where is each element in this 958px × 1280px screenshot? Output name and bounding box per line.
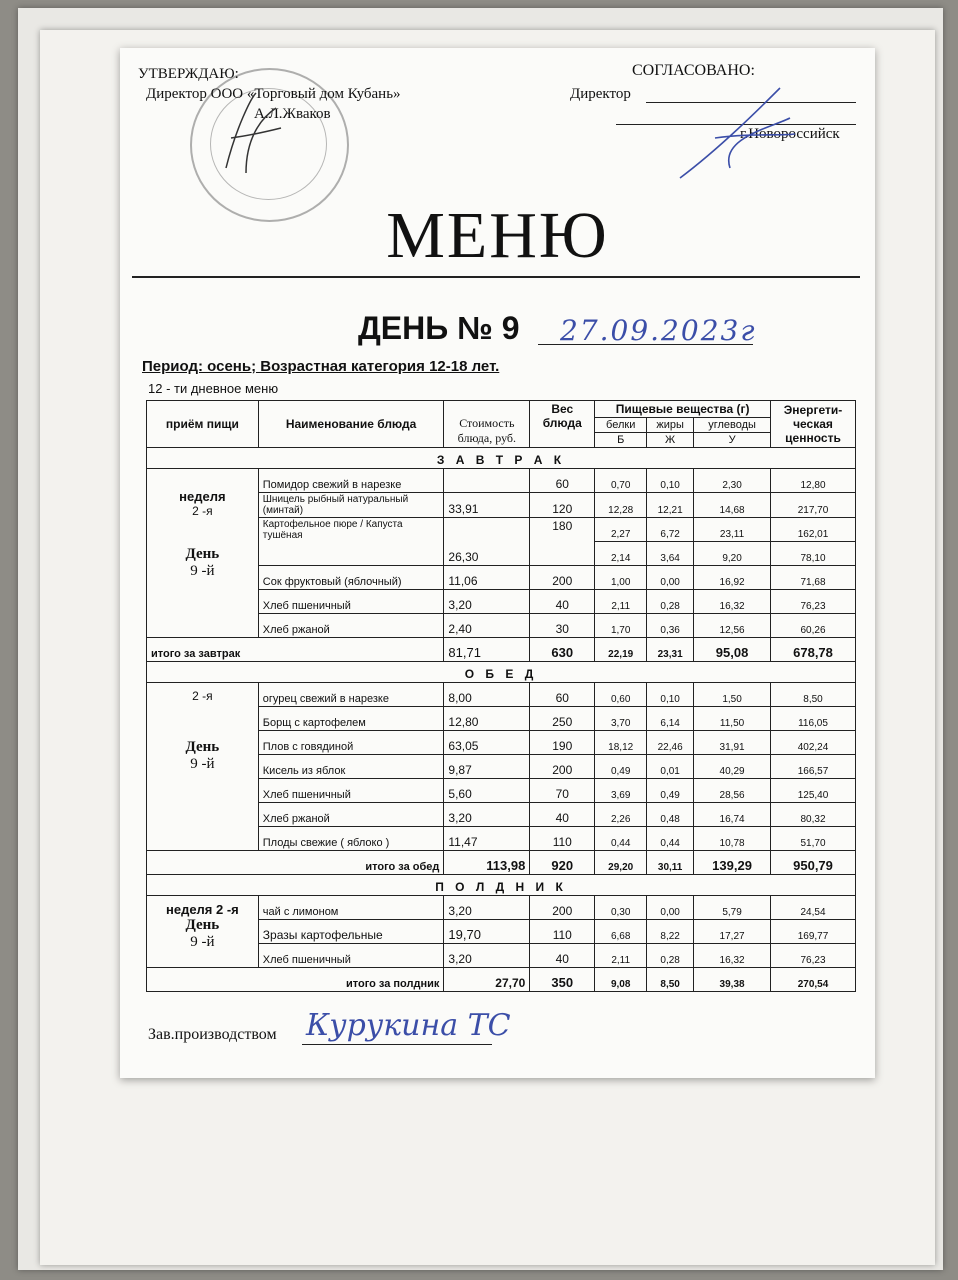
- header-fat: жиры: [647, 418, 694, 433]
- total-weight: 630: [530, 638, 595, 662]
- dish-name: Хлеб ржаной: [258, 803, 444, 827]
- dish-name: Борщ с картофелем: [258, 707, 444, 731]
- dish-weight: 120: [530, 493, 595, 518]
- breakfast-day-num: 9 -й: [190, 563, 215, 579]
- dish-carb: 1,50: [694, 683, 771, 707]
- dish-carb: 14,68: [694, 493, 771, 518]
- dish-weight: 60: [530, 469, 595, 493]
- total-carb: 139,29: [694, 851, 771, 875]
- dish-energy: 12,80: [771, 469, 856, 493]
- dish-cost: 19,70: [444, 920, 530, 944]
- breakfast-week: неделя: [179, 489, 226, 504]
- total-row: [147, 638, 856, 662]
- dish-weight: 190: [530, 731, 595, 755]
- agreed-title: СОГЛАСОВАНО:: [632, 62, 755, 79]
- agreed-city: г.Новороссийск: [740, 126, 840, 142]
- total-label: итого за полдник: [147, 968, 444, 992]
- dish-weight: 110: [530, 920, 595, 944]
- day-label: ДЕНЬ № 9: [358, 310, 520, 346]
- dish-cost: 11,06: [444, 566, 530, 590]
- dish-protein: 2,27: [595, 518, 647, 542]
- dish-fat-alt: 3,64: [647, 542, 694, 566]
- dish-energy: 76,23: [771, 944, 856, 968]
- total-row: [147, 968, 856, 992]
- total-row: [147, 851, 856, 875]
- dish-cost: 63,05: [444, 731, 530, 755]
- dish-weight: 40: [530, 590, 595, 614]
- dish-protein: 0,70: [595, 469, 647, 493]
- dish-fat: 0,49: [647, 779, 694, 803]
- total-energy: 678,78: [771, 638, 856, 662]
- dish-cost: 8,00: [444, 683, 530, 707]
- header-carb: углеводы: [694, 418, 771, 433]
- dish-carb-alt: 9,20: [694, 542, 771, 566]
- dish-weight: 110: [530, 827, 595, 851]
- dish-fat: 0,44: [647, 827, 694, 851]
- total-weight: 920: [530, 851, 595, 875]
- page-title: МЕНЮ: [386, 199, 609, 272]
- dish-protein: 0,49: [595, 755, 647, 779]
- dish-name: Плов с говядиной: [258, 731, 444, 755]
- dish-name: Хлеб ржаной: [258, 614, 444, 638]
- lunch-day-label: День: [185, 739, 220, 755]
- table-row: [147, 896, 856, 920]
- title-rule: [132, 276, 860, 278]
- dish-protein: 6,68: [595, 920, 647, 944]
- breakfast-week-num: 2 -я: [192, 504, 213, 518]
- dish-fat: 6,72: [647, 518, 694, 542]
- dish-energy: 116,05: [771, 707, 856, 731]
- dish-energy: 166,57: [771, 755, 856, 779]
- header-energy: Энергети-ческая ценность: [771, 401, 856, 448]
- dish-name: Сок фруктовый (яблочный): [258, 566, 444, 590]
- menu-type: 12 - ти дневное меню: [148, 381, 279, 396]
- dish-carb: 2,30: [694, 469, 771, 493]
- snack-meal-cell: [147, 896, 259, 968]
- snack-week: неделя 2 -я: [165, 902, 239, 917]
- footer-signature: Курукина ТС: [306, 1008, 511, 1043]
- total-carb: 95,08: [694, 638, 771, 662]
- dish-protein: 18,12: [595, 731, 647, 755]
- dish-name: чай с лимоном: [258, 896, 444, 920]
- dish-carb: 17,27: [694, 920, 771, 944]
- menu-document: [120, 48, 875, 1078]
- breakfast-meal-cell: [147, 469, 259, 638]
- dish-weight: 70: [530, 779, 595, 803]
- dish-name: огурец свежий в нарезке: [258, 683, 444, 707]
- dish-carb: 40,29: [694, 755, 771, 779]
- header-nutrients: Пищевые вещества (г): [595, 401, 771, 418]
- table-row: [147, 469, 856, 493]
- section-lunch: О Б Е Д: [147, 662, 856, 683]
- dish-carb: 23,11: [694, 518, 771, 542]
- dish-cost: 5,60: [444, 779, 530, 803]
- dish-cost: 2,40: [444, 614, 530, 638]
- dish-cost: 3,20: [444, 896, 530, 920]
- section-breakfast: З А В Т Р А К: [147, 448, 856, 469]
- dish-carb: 10,78: [694, 827, 771, 851]
- dish-weight: 200: [530, 896, 595, 920]
- agreed-director: Директор: [570, 86, 631, 102]
- total-label: итого за обед: [147, 851, 444, 875]
- approve-director: Директор ООО «Торговый дом Кубань»: [146, 86, 401, 102]
- dish-name: Плоды свежие ( яблоко ): [258, 827, 444, 851]
- dish-carb: 12,56: [694, 614, 771, 638]
- dish-protein: 12,28: [595, 493, 647, 518]
- lunch-week-num: 2 -я: [192, 689, 213, 703]
- header-protein-short: Б: [595, 433, 647, 448]
- dish-cost: 3,20: [444, 590, 530, 614]
- dish-name: Хлеб пшеничный: [258, 590, 444, 614]
- director-signature: [660, 78, 800, 188]
- dish-carb: 16,92: [694, 566, 771, 590]
- dish-energy: 162,01: [771, 518, 856, 542]
- dish-protein: 3,69: [595, 779, 647, 803]
- dish-energy: 402,24: [771, 731, 856, 755]
- dish-protein: 0,30: [595, 896, 647, 920]
- dish-fat: 12,21: [647, 493, 694, 518]
- dish-weight: 40: [530, 944, 595, 968]
- total-protein: 22,19: [595, 638, 647, 662]
- dish-name: Зразы картофельные: [258, 920, 444, 944]
- dish-carb: 16,32: [694, 944, 771, 968]
- dish-protein: 1,70: [595, 614, 647, 638]
- section-snack: П О Л Д Н И К: [147, 875, 856, 896]
- total-fat: 30,11: [647, 851, 694, 875]
- dish-fat: 0,28: [647, 590, 694, 614]
- breakfast-day-label: День: [185, 546, 220, 562]
- footer-sign-line: [302, 1044, 492, 1045]
- dish-carb: 16,74: [694, 803, 771, 827]
- dish-fat: 0,48: [647, 803, 694, 827]
- table-row: [147, 683, 856, 707]
- dish-fat: 0,00: [647, 566, 694, 590]
- total-energy: 270,54: [771, 968, 856, 992]
- total-protein: 29,20: [595, 851, 647, 875]
- menu-table: [146, 400, 856, 992]
- dish-weight: 40: [530, 803, 595, 827]
- dish-weight: 180: [530, 518, 595, 566]
- total-energy: 950,79: [771, 851, 856, 875]
- dish-protein: 0,44: [595, 827, 647, 851]
- lunch-day-num: 9 -й: [190, 756, 215, 772]
- header-protein: белки: [595, 418, 647, 433]
- dish-weight: 200: [530, 566, 595, 590]
- header-meal: приём пищи: [147, 401, 259, 448]
- day-date-handwritten: 27.09.2023г: [560, 314, 757, 347]
- dish-fat: 0,36: [647, 614, 694, 638]
- dish-name: Хлеб пшеничный: [258, 944, 444, 968]
- total-label: итого за завтрак: [147, 638, 444, 662]
- dish-cost: 26,30: [444, 518, 530, 566]
- dish-cost: 9,87: [444, 755, 530, 779]
- header-row: [147, 401, 856, 418]
- dish-name: Хлеб пшеничный: [258, 779, 444, 803]
- dish-cost: 3,20: [444, 803, 530, 827]
- dish-energy: 169,77: [771, 920, 856, 944]
- total-weight: 350: [530, 968, 595, 992]
- dish-protein: 3,70: [595, 707, 647, 731]
- period-line: Период: осень; Возрастная категория 12-18 лет.: [142, 358, 500, 375]
- total-fat: 23,31: [647, 638, 694, 662]
- dish-weight: 200: [530, 755, 595, 779]
- snack-day-label: День: [185, 917, 220, 933]
- dish-carb: 31,91: [694, 731, 771, 755]
- dish-protein: 1,00: [595, 566, 647, 590]
- dish-carb: 16,32: [694, 590, 771, 614]
- dish-cost: 12,80: [444, 707, 530, 731]
- dish-fat: 0,00: [647, 896, 694, 920]
- dish-energy: 51,70: [771, 827, 856, 851]
- dish-name: Помидор свежий в нарезке: [258, 469, 444, 493]
- dish-name: Шницель рыбный натуральный (минтай): [258, 493, 444, 518]
- total-protein: 9,08: [595, 968, 647, 992]
- dish-carb: 5,79: [694, 896, 771, 920]
- dish-fat: 6,14: [647, 707, 694, 731]
- dish-weight: 250: [530, 707, 595, 731]
- dish-fat: 0,10: [647, 683, 694, 707]
- dish-cost: 11,47: [444, 827, 530, 851]
- header-fat-short: Ж: [647, 433, 694, 448]
- dish-carb: 11,50: [694, 707, 771, 731]
- total-fat: 8,50: [647, 968, 694, 992]
- approve-title: УТВЕРЖДАЮ:: [138, 66, 239, 82]
- dish-fat: 0,28: [647, 944, 694, 968]
- header-carb-short: У: [694, 433, 771, 448]
- dish-cost: 3,20: [444, 944, 530, 968]
- snack-day-num: 9 -й: [190, 934, 215, 950]
- dish-energy: 71,68: [771, 566, 856, 590]
- dish-energy: 217,70: [771, 493, 856, 518]
- dish-protein: 0,60: [595, 683, 647, 707]
- total-carb: 39,38: [694, 968, 771, 992]
- dish-protein: 2,26: [595, 803, 647, 827]
- dish-energy: 76,23: [771, 590, 856, 614]
- dish-protein-alt: 2,14: [595, 542, 647, 566]
- dish-name: Картофельное пюре / Капуста тушёная: [258, 518, 444, 566]
- dish-cost: 33,91: [444, 493, 530, 518]
- approve-name: А.Л.Жваков: [254, 106, 331, 122]
- dish-protein: 2,11: [595, 944, 647, 968]
- dish-fat: 0,01: [647, 755, 694, 779]
- dish-cost: [444, 469, 530, 493]
- dish-name: Кисель из яблок: [258, 755, 444, 779]
- header-cost: Стоимость блюда, руб.: [444, 401, 530, 448]
- approve-signature: [216, 88, 286, 178]
- dish-weight: 30: [530, 614, 595, 638]
- header-dish: Наименование блюда: [258, 401, 444, 448]
- footer-label: Зав.производством: [148, 1026, 277, 1043]
- dish-fat: 0,10: [647, 469, 694, 493]
- dish-energy: 125,40: [771, 779, 856, 803]
- dish-protein: 2,11: [595, 590, 647, 614]
- dish-energy-alt: 78,10: [771, 542, 856, 566]
- dish-fat: 8,22: [647, 920, 694, 944]
- total-cost: 27,70: [444, 968, 530, 992]
- dish-energy: 80,32: [771, 803, 856, 827]
- dish-energy: 8,50: [771, 683, 856, 707]
- dish-fat: 22,46: [647, 731, 694, 755]
- dish-carb: 28,56: [694, 779, 771, 803]
- dish-energy: 60,26: [771, 614, 856, 638]
- dish-weight: 60: [530, 683, 595, 707]
- dish-energy: 24,54: [771, 896, 856, 920]
- total-cost: 81,71: [444, 638, 530, 662]
- header-weight: Вес блюда: [530, 401, 595, 448]
- total-cost: 113,98: [444, 851, 530, 875]
- lunch-meal-cell: [147, 683, 259, 851]
